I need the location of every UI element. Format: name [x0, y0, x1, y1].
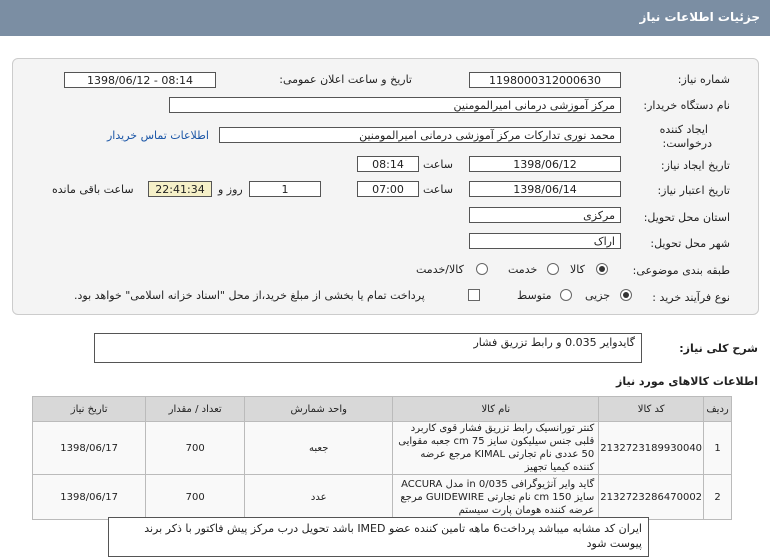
process-minor-radio[interactable]	[620, 289, 632, 301]
buyer-field: مرکز آموزشی درمانی امیرالمومنین	[169, 97, 621, 113]
creator-label-line2: درخواست:	[662, 137, 712, 150]
category-goods-service-radio[interactable]	[476, 263, 488, 275]
category-goods-radio[interactable]	[596, 263, 608, 275]
province-label: استان محل تحویل:	[643, 211, 730, 224]
description-field: گایدوایر 0.035 و رابط تزریق فشار	[94, 333, 642, 363]
create-time-label: ساعت	[423, 158, 453, 171]
row-number: 1	[704, 422, 732, 475]
col-date: تاریخ نیاز	[33, 397, 146, 422]
remaining-time-field: 22:41:34	[148, 181, 212, 197]
valid-date-field: 1398/06/14	[469, 181, 621, 197]
creator-label-line1: ایجاد کننده	[659, 123, 708, 136]
page-header	[0, 0, 770, 36]
goods-section-title: اطلاعات کالاهای مورد نیاز	[616, 375, 758, 388]
city-field: اراک	[469, 233, 621, 249]
goods-qty: 700	[146, 422, 245, 475]
process-minor-label: جزیی	[585, 289, 611, 302]
col-unit: واحد شمارش	[245, 397, 393, 422]
days-label: روز و	[218, 183, 243, 196]
create-date-label: تاریخ ایجاد نیاز:	[660, 159, 730, 172]
city-label: شهر محل تحویل:	[650, 237, 730, 250]
announce-datetime-field: 1398/06/12 - 08:14	[64, 72, 216, 88]
goods-unit: جعبه	[245, 422, 393, 475]
process-medium-label: متوسط	[517, 289, 552, 302]
col-qty: تعداد / مقدار	[146, 397, 245, 422]
valid-time-label: ساعت	[423, 183, 453, 196]
goods-code: 2132723286470002	[599, 475, 704, 520]
category-service-radio[interactable]	[547, 263, 559, 275]
create-date-field: 1398/06/12	[469, 156, 621, 172]
col-code: کد کالا	[599, 397, 704, 422]
description-label: شرح کلی نیاز:	[679, 342, 758, 355]
goods-header-row	[33, 397, 732, 422]
creator-field: محمد نوری تدارکات مرکز آموزشی درمانی امیرالمومنین	[219, 127, 621, 143]
create-time-field: 08:14	[357, 156, 419, 172]
category-goods-label: کالا	[570, 263, 585, 276]
col-row: ردیف	[704, 397, 732, 422]
province-field: مرکزی	[469, 207, 621, 223]
goods-date: 1398/06/17	[33, 475, 146, 520]
goods-name: کنتر تورانسیک رابط تزریق فشار قوی کاربرد قلبی جنس سیلیکون سایز cm 75 جعبه مقوایی 50 عددی نام تجارتی KIMAL مرجع عرضه کننده کیمیا تجهیز	[393, 422, 599, 475]
goods-date: 1398/06/17	[33, 422, 146, 475]
treasury-payment-checkbox[interactable]	[468, 289, 480, 301]
remaining-days-field: 1	[249, 181, 321, 197]
need-number-field: 1198000312000630	[469, 72, 621, 88]
table-row	[33, 475, 732, 520]
goods-name: گاید وایر آنژیوگرافی in 0/035 مدل ACCURA سایز cm 150 نام تجارتی GUIDEWIRE مرجع عرضه کننده هومان پارت سیستم	[393, 475, 599, 520]
col-name: نام کالا	[393, 397, 599, 422]
goods-table	[32, 396, 732, 520]
need-number-label: شماره نیاز:	[677, 73, 730, 86]
process-label: نوع فرآیند خرید :	[652, 291, 730, 304]
category-label: طبقه بندی موضوعی:	[632, 264, 730, 277]
goods-unit: عدد	[245, 475, 393, 520]
process-medium-radio[interactable]	[560, 289, 572, 301]
valid-date-label: تاریخ اعتبار نیاز:	[657, 184, 730, 197]
announce-label: تاریخ و ساعت اعلان عمومی:	[279, 73, 412, 86]
goods-code: 2132723189930040	[599, 422, 704, 475]
buyer-contact-link[interactable]: اطلاعات تماس خریدار	[107, 129, 209, 142]
remaining-label: ساعت باقی مانده	[52, 183, 134, 196]
valid-time-field: 07:00	[357, 181, 419, 197]
category-service-label: خدمت	[508, 263, 538, 276]
category-goods-service-label: کالا/خدمت	[416, 263, 464, 276]
page-title: جزئیات اطلاعات نیاز	[639, 10, 760, 24]
row-number: 2	[704, 475, 732, 520]
buyer-label: نام دستگاه خریدار:	[643, 99, 730, 112]
treasury-payment-note: پرداخت تمام یا بخشی از مبلغ خرید،از محل "اسناد خزانه اسلامی" خواهد بود.	[74, 289, 425, 302]
goods-qty: 700	[146, 475, 245, 520]
table-row	[33, 422, 732, 475]
buyer-note: ایران کد مشابه میباشد پرداخت6 ماهه تامین کننده عضو IMED باشد تحویل درب مرکز پیش فاکتور با ذکر برند پیوست شود	[108, 517, 649, 557]
